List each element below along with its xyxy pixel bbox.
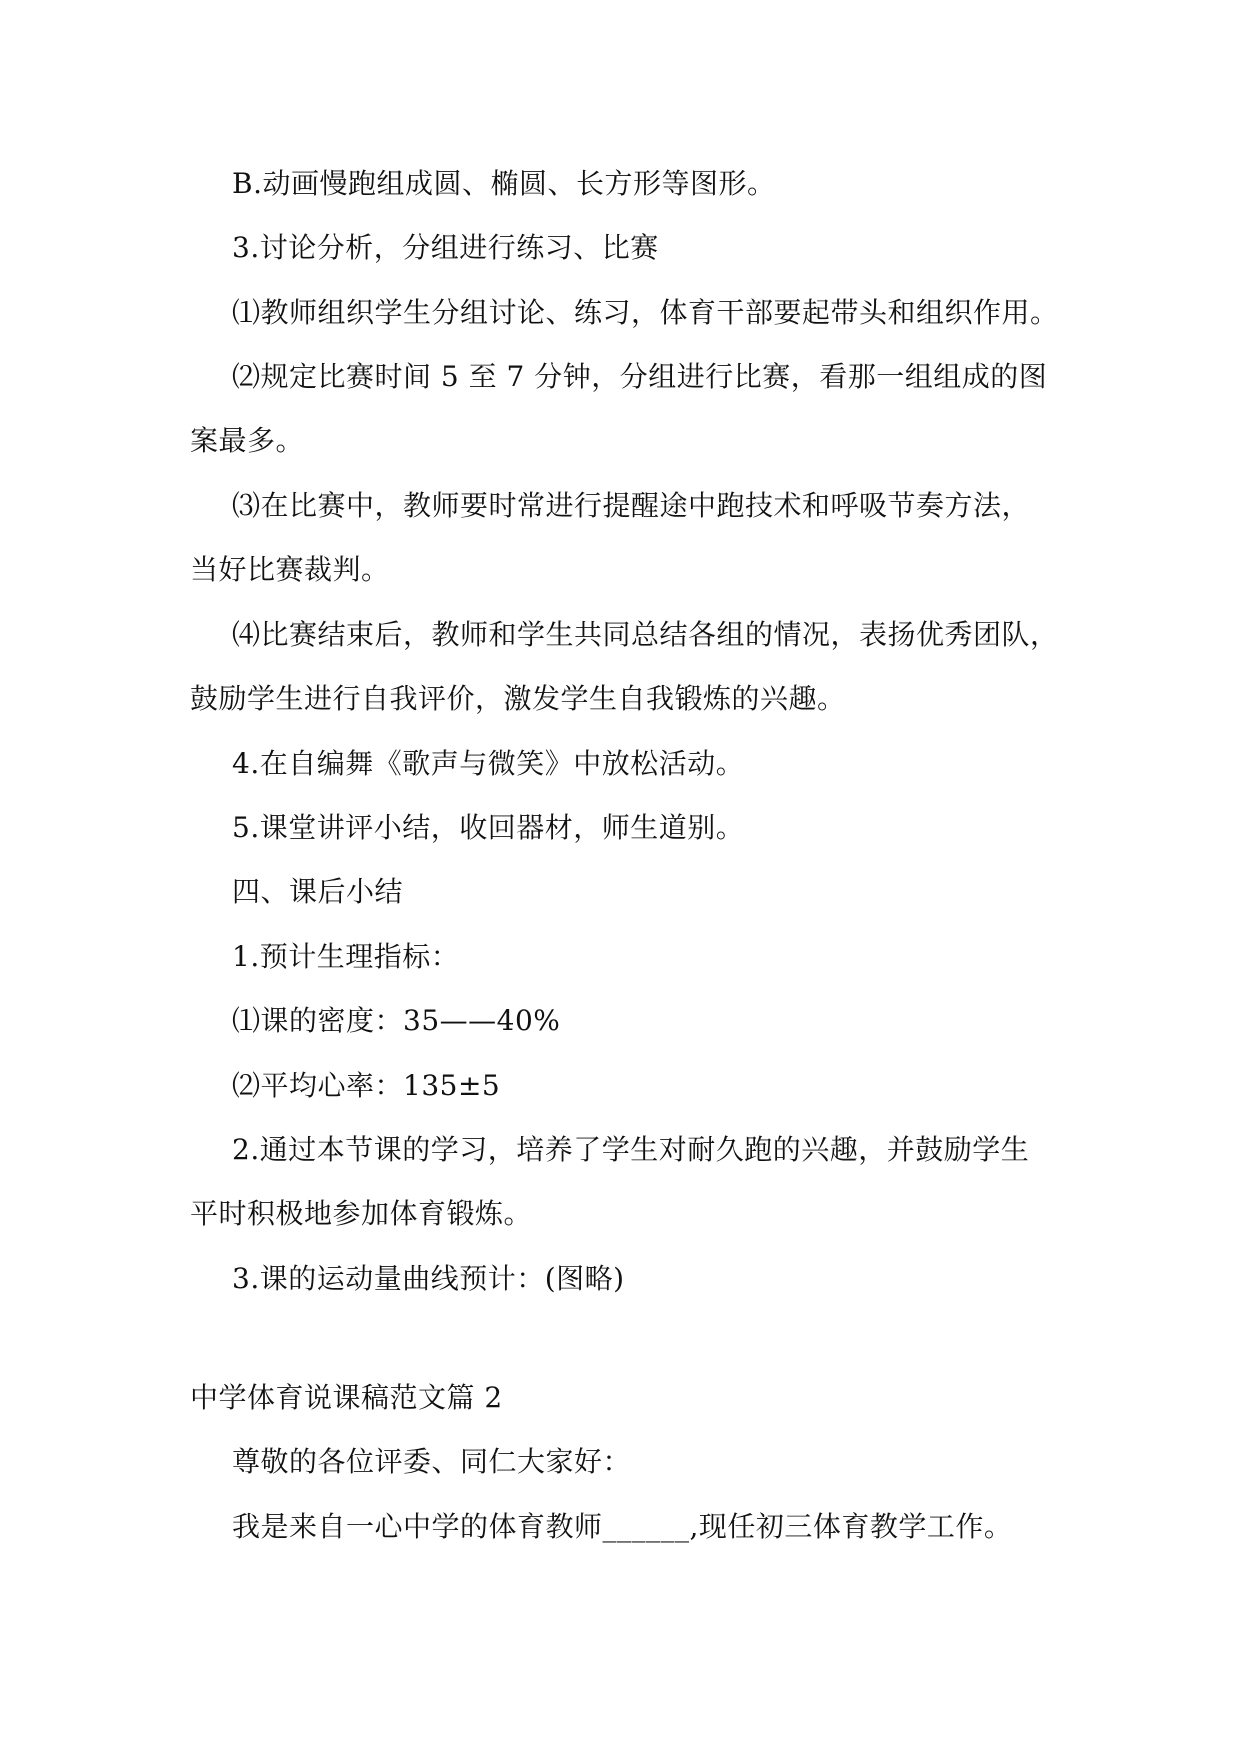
paragraph-line: 5.课堂讲评小结，收回器材，师生道别。 bbox=[232, 811, 745, 844]
paragraph-line: 平时积极地参加体育锻炼。 bbox=[190, 1197, 533, 1230]
paragraph-line: ⑷比赛结束后，教师和学生共同总结各组的情况，表扬优秀团队， bbox=[232, 618, 1059, 651]
paragraph-line: 尊敬的各位评委、同仁大家好： bbox=[232, 1445, 632, 1478]
paragraph-line: 4.在自编舞《歌声与微笑》中放松活动。 bbox=[232, 747, 745, 780]
paragraph-line: ⑵规定比赛时间 5 至 7 分钟，分组进行比赛，看那一组组成的图 bbox=[232, 360, 1048, 393]
paragraph-line: 3.课的运动量曲线预计：(图略) bbox=[232, 1262, 625, 1295]
paragraph-line: ⑶在比赛中，教师要时常进行提醒途中跑技术和呼吸节奏方法， bbox=[232, 489, 1031, 522]
paragraph-line: 当好比赛裁判。 bbox=[190, 553, 390, 586]
paragraph-line: 我是来自一心中学的体育教师______,现任初三体育教学工作。 bbox=[232, 1510, 1013, 1543]
paragraph-line: 3.讨论分析，分组进行练习、比赛 bbox=[232, 231, 659, 264]
paragraph-line: 2.通过本节课的学习，培养了学生对耐久跑的兴趣，并鼓励学生 bbox=[232, 1133, 1030, 1166]
paragraph-line: B.动画慢跑组成圆、椭圆、长方形等图形。 bbox=[232, 167, 776, 200]
paragraph-line: 案最多。 bbox=[190, 424, 305, 457]
paragraph-line: ⑵平均心率：135±5 bbox=[232, 1069, 501, 1102]
paragraph-line: 1.预计生理指标： bbox=[232, 940, 460, 973]
section-heading: 四、课后小结 bbox=[232, 875, 404, 908]
article-title: 中学体育说课稿范文篇 2 bbox=[190, 1381, 503, 1414]
paragraph-line: 鼓励学生进行自我评价，激发学生自我锻炼的兴趣。 bbox=[190, 682, 846, 715]
paragraph-line: ⑴教师组织学生分组讨论、练习，体育干部要起带头和组织作用。 bbox=[232, 296, 1059, 329]
paragraph-line: ⑴课的密度：35——40% bbox=[232, 1004, 561, 1037]
